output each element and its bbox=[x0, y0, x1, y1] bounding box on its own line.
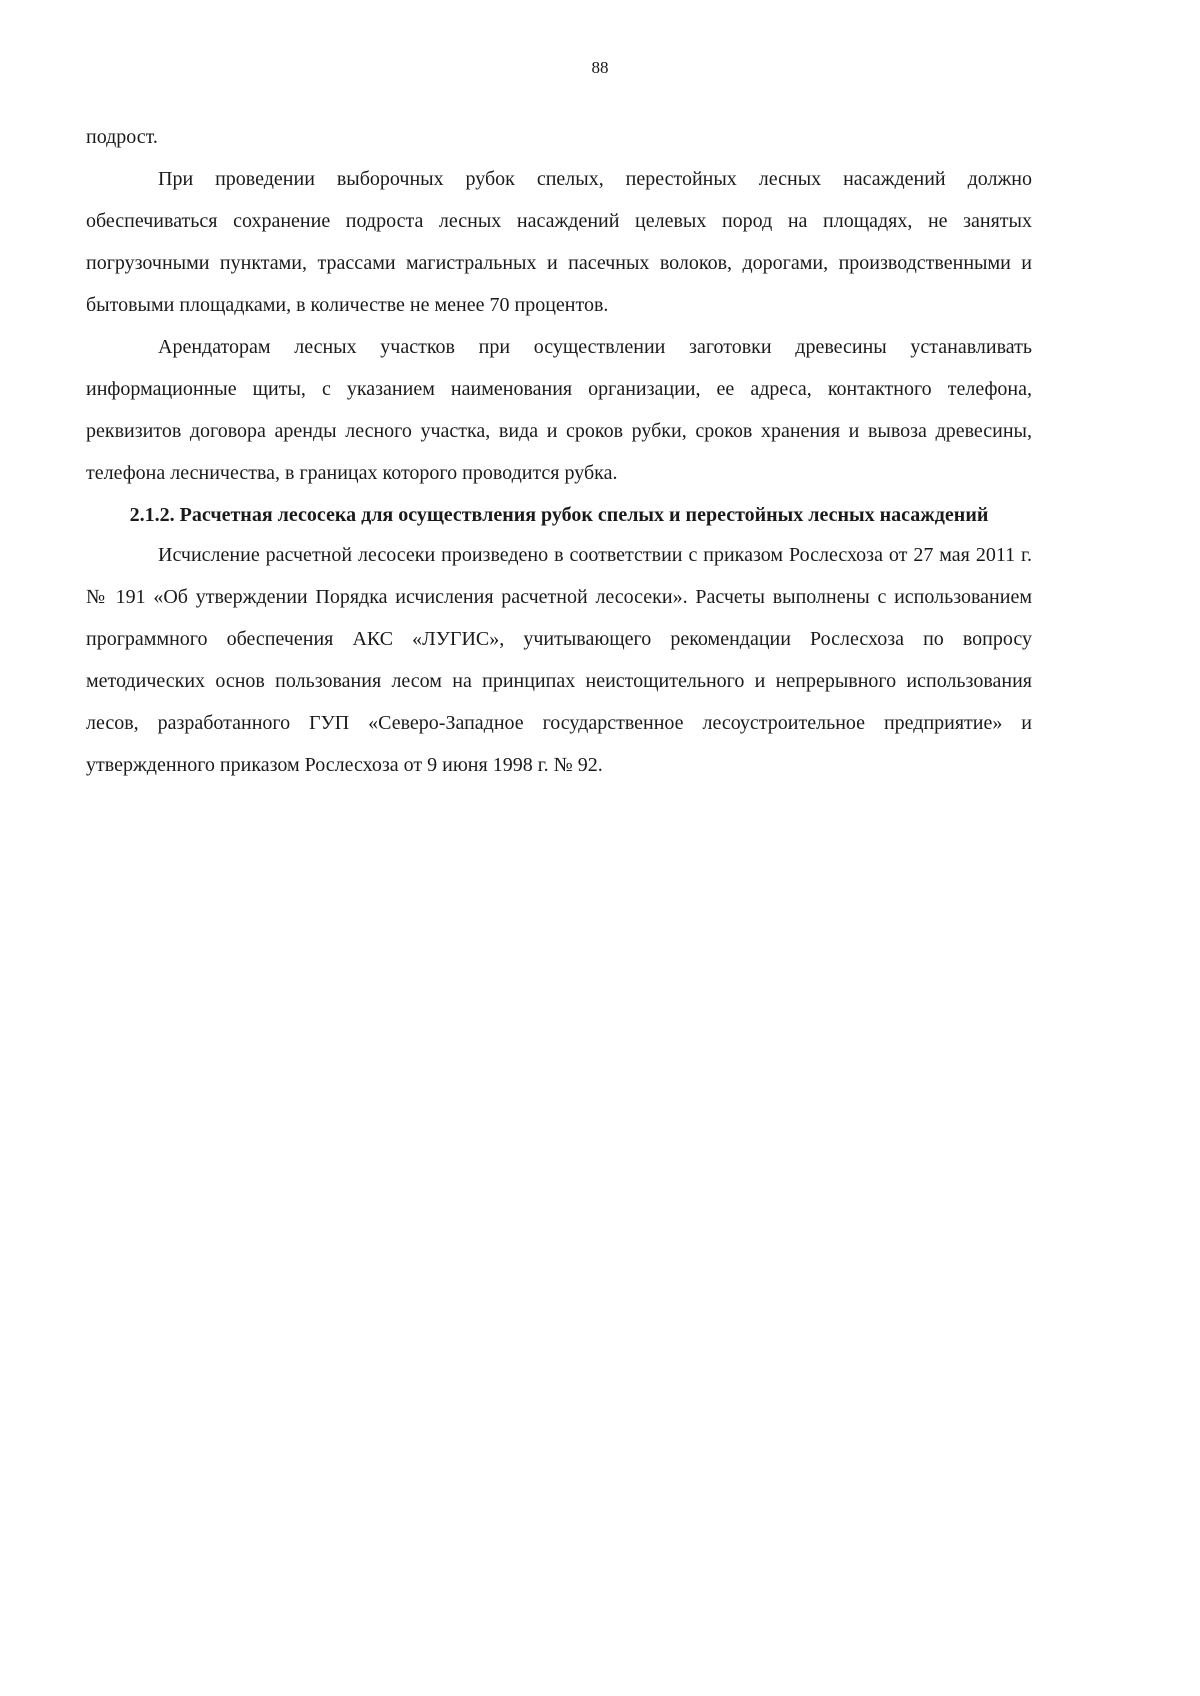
page-content bbox=[86, 116, 1032, 786]
section-heading: 2.1.2. Расчетная лесосека для осуществления рубок спелых и перестойных лесных насаждений bbox=[129, 504, 989, 526]
paragraph-selective-felling: При проведении выборочных рубок спелых, перестойных лесных насаждений должно обеспечиваться сохранение подроста лесных насаждений целевых пород на площадях, не занятых погрузочными пунктами, трассами магистральных и пасечных волоков, дорогами, производственными и бытовыми площадками, в количестве не менее 70 процентов. bbox=[86, 168, 1032, 316]
paragraph-allowable-cut: Исчисление расчетной лесосеки произведено в соответствии с приказом Рослесхоза от 27 мая 2011 г. № 191 «Об утверждении Порядка исчисления расчетной лесосеки». Расчеты выполнены с использованием программного обеспечения АКС «ЛУГИС», учитывающего рекомендации Рослесхоза по вопросу методических основ пользования лесом на принципах неистощительного и непрерывного использования лесов, разработанного ГУП «Северо-Западное государственное лесоустроительное предприятие» и утвержденного приказом Рослесхоза от 9 июня 1998 г. № 92. bbox=[86, 544, 1032, 776]
paragraph-continuation: подрост. bbox=[86, 126, 158, 148]
page-number: 88 bbox=[591, 58, 609, 77]
paragraph-info-boards: Арендаторам лесных участков при осуществлении заготовки древесины устанавливать информационные щиты, с указанием наименования организации, ее адреса, контактного телефона, реквизитов договора аренды лесного участка, вида и сроков рубки, сроков хранения и вывоза древесины, телефона лесничества, в границах которого проводится рубка. bbox=[86, 336, 1032, 484]
